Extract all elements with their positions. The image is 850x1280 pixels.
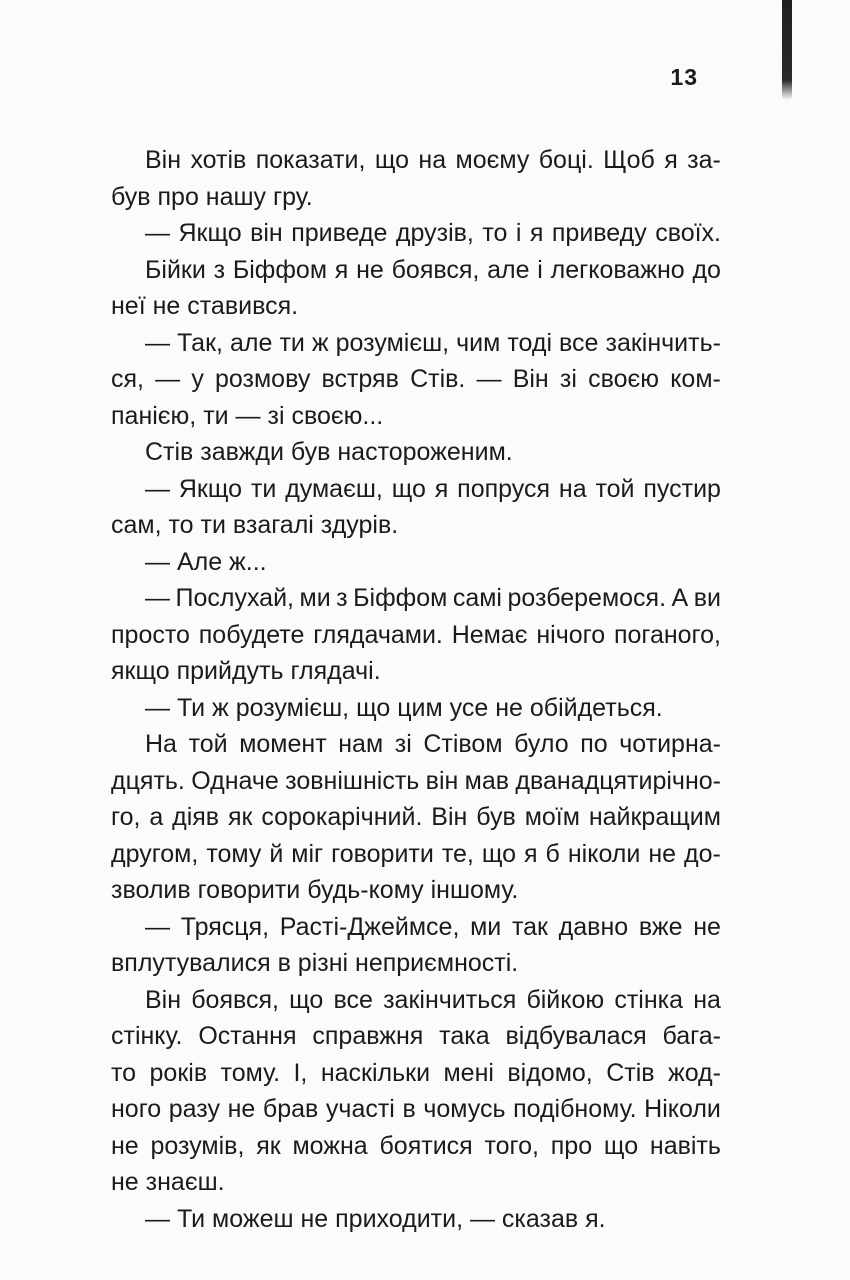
word: самі bbox=[452, 584, 502, 612]
word: ком- bbox=[670, 365, 721, 393]
body-text bbox=[111, 142, 721, 1237]
word: справжня bbox=[312, 1022, 424, 1050]
word: побудете bbox=[198, 620, 305, 649]
word: я bbox=[434, 474, 449, 503]
word: Якщо bbox=[178, 219, 242, 247]
word: що bbox=[374, 146, 410, 174]
word: він bbox=[425, 766, 459, 795]
word: Якщо bbox=[178, 474, 243, 503]
word: я bbox=[524, 839, 538, 868]
word: не bbox=[693, 912, 721, 941]
word: жод- bbox=[667, 1058, 721, 1087]
word: моєму bbox=[455, 146, 530, 174]
word: Так, bbox=[177, 328, 223, 357]
text-line: неї не ставився. bbox=[111, 292, 299, 320]
text-line: якщо прийдуть глядачі. bbox=[111, 657, 381, 685]
word: все bbox=[333, 985, 373, 1014]
word: відомо, bbox=[507, 1058, 593, 1087]
word: боявся, bbox=[391, 255, 480, 284]
word: сорокарічний. bbox=[261, 803, 423, 831]
word: ного bbox=[111, 1095, 162, 1123]
word: нічого bbox=[536, 620, 606, 649]
word: так bbox=[511, 912, 548, 941]
word: в bbox=[402, 1095, 416, 1123]
word: закінчиться bbox=[383, 985, 517, 1014]
word: був bbox=[476, 803, 516, 831]
word: розмову bbox=[215, 365, 311, 393]
text-line: панією, ти — зі своєю... bbox=[111, 401, 384, 430]
text-line bbox=[111, 982, 721, 1019]
text-line: — Ти можеш не приходити, — сказав я. bbox=[145, 1204, 606, 1233]
word: ви bbox=[693, 584, 721, 612]
word: встряв bbox=[321, 365, 399, 393]
word: про bbox=[550, 1131, 593, 1160]
word: я bbox=[334, 255, 349, 284]
word: наскільки bbox=[320, 1058, 431, 1087]
word: разу bbox=[168, 1095, 220, 1123]
word: зовнішність bbox=[285, 766, 420, 795]
word: той bbox=[188, 730, 228, 758]
word: років bbox=[149, 1058, 208, 1087]
word: Ніколи bbox=[644, 1095, 721, 1123]
word: як bbox=[227, 803, 253, 831]
page-number: 13 bbox=[670, 64, 698, 90]
word: ж bbox=[311, 328, 329, 357]
word: мені bbox=[443, 1058, 494, 1087]
word: ти bbox=[250, 474, 277, 503]
word: тоді bbox=[507, 328, 553, 357]
word: до- bbox=[684, 839, 721, 868]
word: Стів. bbox=[410, 365, 466, 393]
word: тому bbox=[206, 839, 262, 868]
word: найкращим bbox=[588, 803, 721, 831]
word: за- bbox=[687, 146, 721, 174]
word: розумієш, bbox=[335, 328, 450, 357]
word: і bbox=[515, 219, 522, 247]
word: не bbox=[356, 255, 384, 284]
word: можна bbox=[292, 1131, 368, 1160]
word: з bbox=[213, 255, 226, 284]
text-line bbox=[111, 763, 721, 800]
text-line: Стів завжди був настороженим. bbox=[145, 438, 513, 466]
word: як bbox=[256, 1131, 281, 1160]
word: я bbox=[529, 219, 544, 247]
word: Послухай, bbox=[175, 584, 294, 612]
word: не bbox=[648, 839, 677, 868]
word: момент bbox=[239, 730, 327, 758]
text-line: був про нашу гру. bbox=[111, 182, 313, 211]
word: стінка bbox=[614, 985, 684, 1014]
text-line bbox=[111, 1018, 721, 1055]
word: нам bbox=[338, 730, 384, 758]
word: Він bbox=[431, 803, 468, 831]
word: — bbox=[145, 912, 170, 941]
word: ти bbox=[279, 328, 305, 357]
text-line bbox=[111, 799, 721, 836]
word: дванадцятирічно- bbox=[515, 766, 721, 795]
word: бага- bbox=[662, 1022, 721, 1050]
word: На bbox=[145, 730, 177, 758]
word: те, bbox=[441, 839, 474, 868]
word: не bbox=[111, 1131, 139, 1160]
text-line bbox=[111, 142, 721, 179]
word: другом, bbox=[111, 839, 199, 868]
word: своєю bbox=[588, 365, 660, 393]
word: міг bbox=[291, 839, 324, 868]
word: Трясця, bbox=[180, 912, 270, 941]
word: що bbox=[391, 474, 426, 503]
text-line bbox=[111, 252, 721, 289]
word: по bbox=[580, 730, 608, 758]
word: а bbox=[149, 803, 164, 831]
word: що bbox=[289, 985, 324, 1014]
word: ми bbox=[470, 912, 502, 941]
word: тому. bbox=[220, 1058, 281, 1087]
word: Біффом bbox=[353, 584, 448, 612]
word: чомусь bbox=[423, 1095, 506, 1123]
word: зі bbox=[394, 730, 412, 758]
word: що bbox=[481, 839, 517, 868]
word: я bbox=[664, 146, 678, 174]
text-line bbox=[111, 836, 721, 873]
word: друзів, bbox=[395, 219, 474, 247]
word: приведе bbox=[291, 219, 388, 247]
word: поганого, bbox=[613, 620, 721, 649]
word: той bbox=[595, 474, 635, 503]
word: зі bbox=[559, 365, 577, 393]
word: діяв bbox=[172, 803, 220, 831]
word: подібному. bbox=[513, 1095, 637, 1123]
word: хотів bbox=[190, 146, 247, 174]
text-line bbox=[111, 580, 721, 617]
word: до bbox=[692, 255, 721, 284]
page-edge-shadow bbox=[782, 0, 792, 100]
text-line: сам, то ти взагалі здурів. bbox=[111, 511, 399, 539]
text-line bbox=[111, 471, 721, 508]
word: моїм bbox=[524, 803, 580, 831]
word: дцять. bbox=[111, 766, 185, 795]
word: й bbox=[269, 839, 284, 868]
word: пустир bbox=[643, 474, 721, 503]
word: вже bbox=[638, 912, 683, 941]
word: на bbox=[558, 474, 587, 503]
word: Щоб bbox=[603, 146, 655, 174]
word: — bbox=[145, 474, 170, 503]
word: Біффом bbox=[232, 255, 328, 284]
word: відбувалася bbox=[505, 1022, 647, 1050]
word: у bbox=[191, 365, 204, 393]
word: ніколи bbox=[567, 839, 641, 868]
word: боці. bbox=[538, 146, 594, 174]
word: показати, bbox=[255, 146, 366, 174]
word: — bbox=[145, 328, 170, 357]
word: го, bbox=[111, 803, 141, 831]
text-line: — Але ж... bbox=[145, 547, 267, 576]
word: то bbox=[482, 219, 508, 247]
word: і bbox=[537, 255, 543, 284]
word: боятися bbox=[379, 1131, 473, 1160]
word: то bbox=[111, 1058, 137, 1087]
word: — bbox=[476, 365, 502, 393]
word: Бійки bbox=[145, 255, 206, 284]
word: розумів, bbox=[150, 1131, 245, 1160]
word: І, bbox=[293, 1058, 308, 1087]
word: Одначе bbox=[191, 766, 279, 795]
word: брав bbox=[262, 1095, 319, 1123]
word: навіть bbox=[649, 1131, 721, 1160]
word: того, bbox=[484, 1131, 539, 1160]
text-line bbox=[111, 361, 721, 398]
text-line bbox=[111, 215, 721, 252]
word: ся, bbox=[111, 365, 144, 393]
text-line bbox=[111, 726, 721, 763]
word: Расті-Джеймсе, bbox=[279, 912, 460, 941]
text-line bbox=[111, 325, 721, 362]
word: не bbox=[227, 1095, 256, 1123]
word: приведу bbox=[551, 219, 647, 247]
word: — bbox=[145, 584, 170, 612]
text-line bbox=[111, 1091, 721, 1128]
word: на bbox=[418, 146, 447, 174]
word: — bbox=[145, 219, 170, 247]
word: закінчить- bbox=[605, 328, 721, 357]
word: така bbox=[439, 1022, 490, 1050]
word: своїх. bbox=[655, 219, 721, 247]
word: що bbox=[603, 1131, 639, 1160]
word: Немає bbox=[451, 620, 528, 649]
word: говорити bbox=[331, 839, 434, 868]
word: боявся, bbox=[191, 985, 279, 1014]
text-line bbox=[111, 909, 721, 946]
text-line: вплутувалися в різні неприємності. bbox=[111, 949, 519, 977]
word: стінку. bbox=[111, 1022, 183, 1050]
word: але bbox=[230, 328, 273, 357]
word: Він bbox=[512, 365, 549, 393]
text-line: зволив говорити будь-кому іншому. bbox=[111, 876, 519, 904]
word: бійкою bbox=[526, 985, 605, 1014]
word: легковажно bbox=[550, 255, 685, 284]
word: Стівом bbox=[423, 730, 503, 758]
word: Він bbox=[145, 985, 182, 1014]
word: просто bbox=[111, 620, 190, 649]
word: розберемося. bbox=[507, 584, 667, 612]
text-line bbox=[111, 617, 721, 654]
text-line bbox=[111, 1055, 721, 1092]
word: чотирна- bbox=[619, 730, 721, 758]
word: давно bbox=[558, 912, 629, 941]
word: але bbox=[487, 255, 530, 284]
word: Остання bbox=[198, 1022, 297, 1050]
word: мав bbox=[464, 766, 510, 795]
word: участі bbox=[325, 1095, 395, 1123]
word: глядачами. bbox=[313, 620, 443, 649]
word: ми bbox=[299, 584, 331, 612]
word: Він bbox=[145, 146, 182, 174]
word: думаєш, bbox=[285, 474, 383, 503]
word: А bbox=[671, 584, 689, 612]
word: було bbox=[514, 730, 569, 758]
text-line bbox=[111, 1128, 721, 1165]
word: б bbox=[545, 839, 560, 868]
text-line: — Ти ж розумієш, що цим усе не обійдеться. bbox=[145, 693, 663, 722]
word: він bbox=[250, 219, 283, 247]
word: — bbox=[155, 365, 181, 393]
word: Стів bbox=[606, 1058, 655, 1087]
text-line: не знаєш. bbox=[111, 1168, 225, 1196]
word: все bbox=[559, 328, 599, 357]
word: попруся bbox=[457, 474, 551, 503]
word: з bbox=[336, 584, 348, 612]
word: на bbox=[693, 985, 721, 1014]
word: чим bbox=[456, 328, 501, 357]
